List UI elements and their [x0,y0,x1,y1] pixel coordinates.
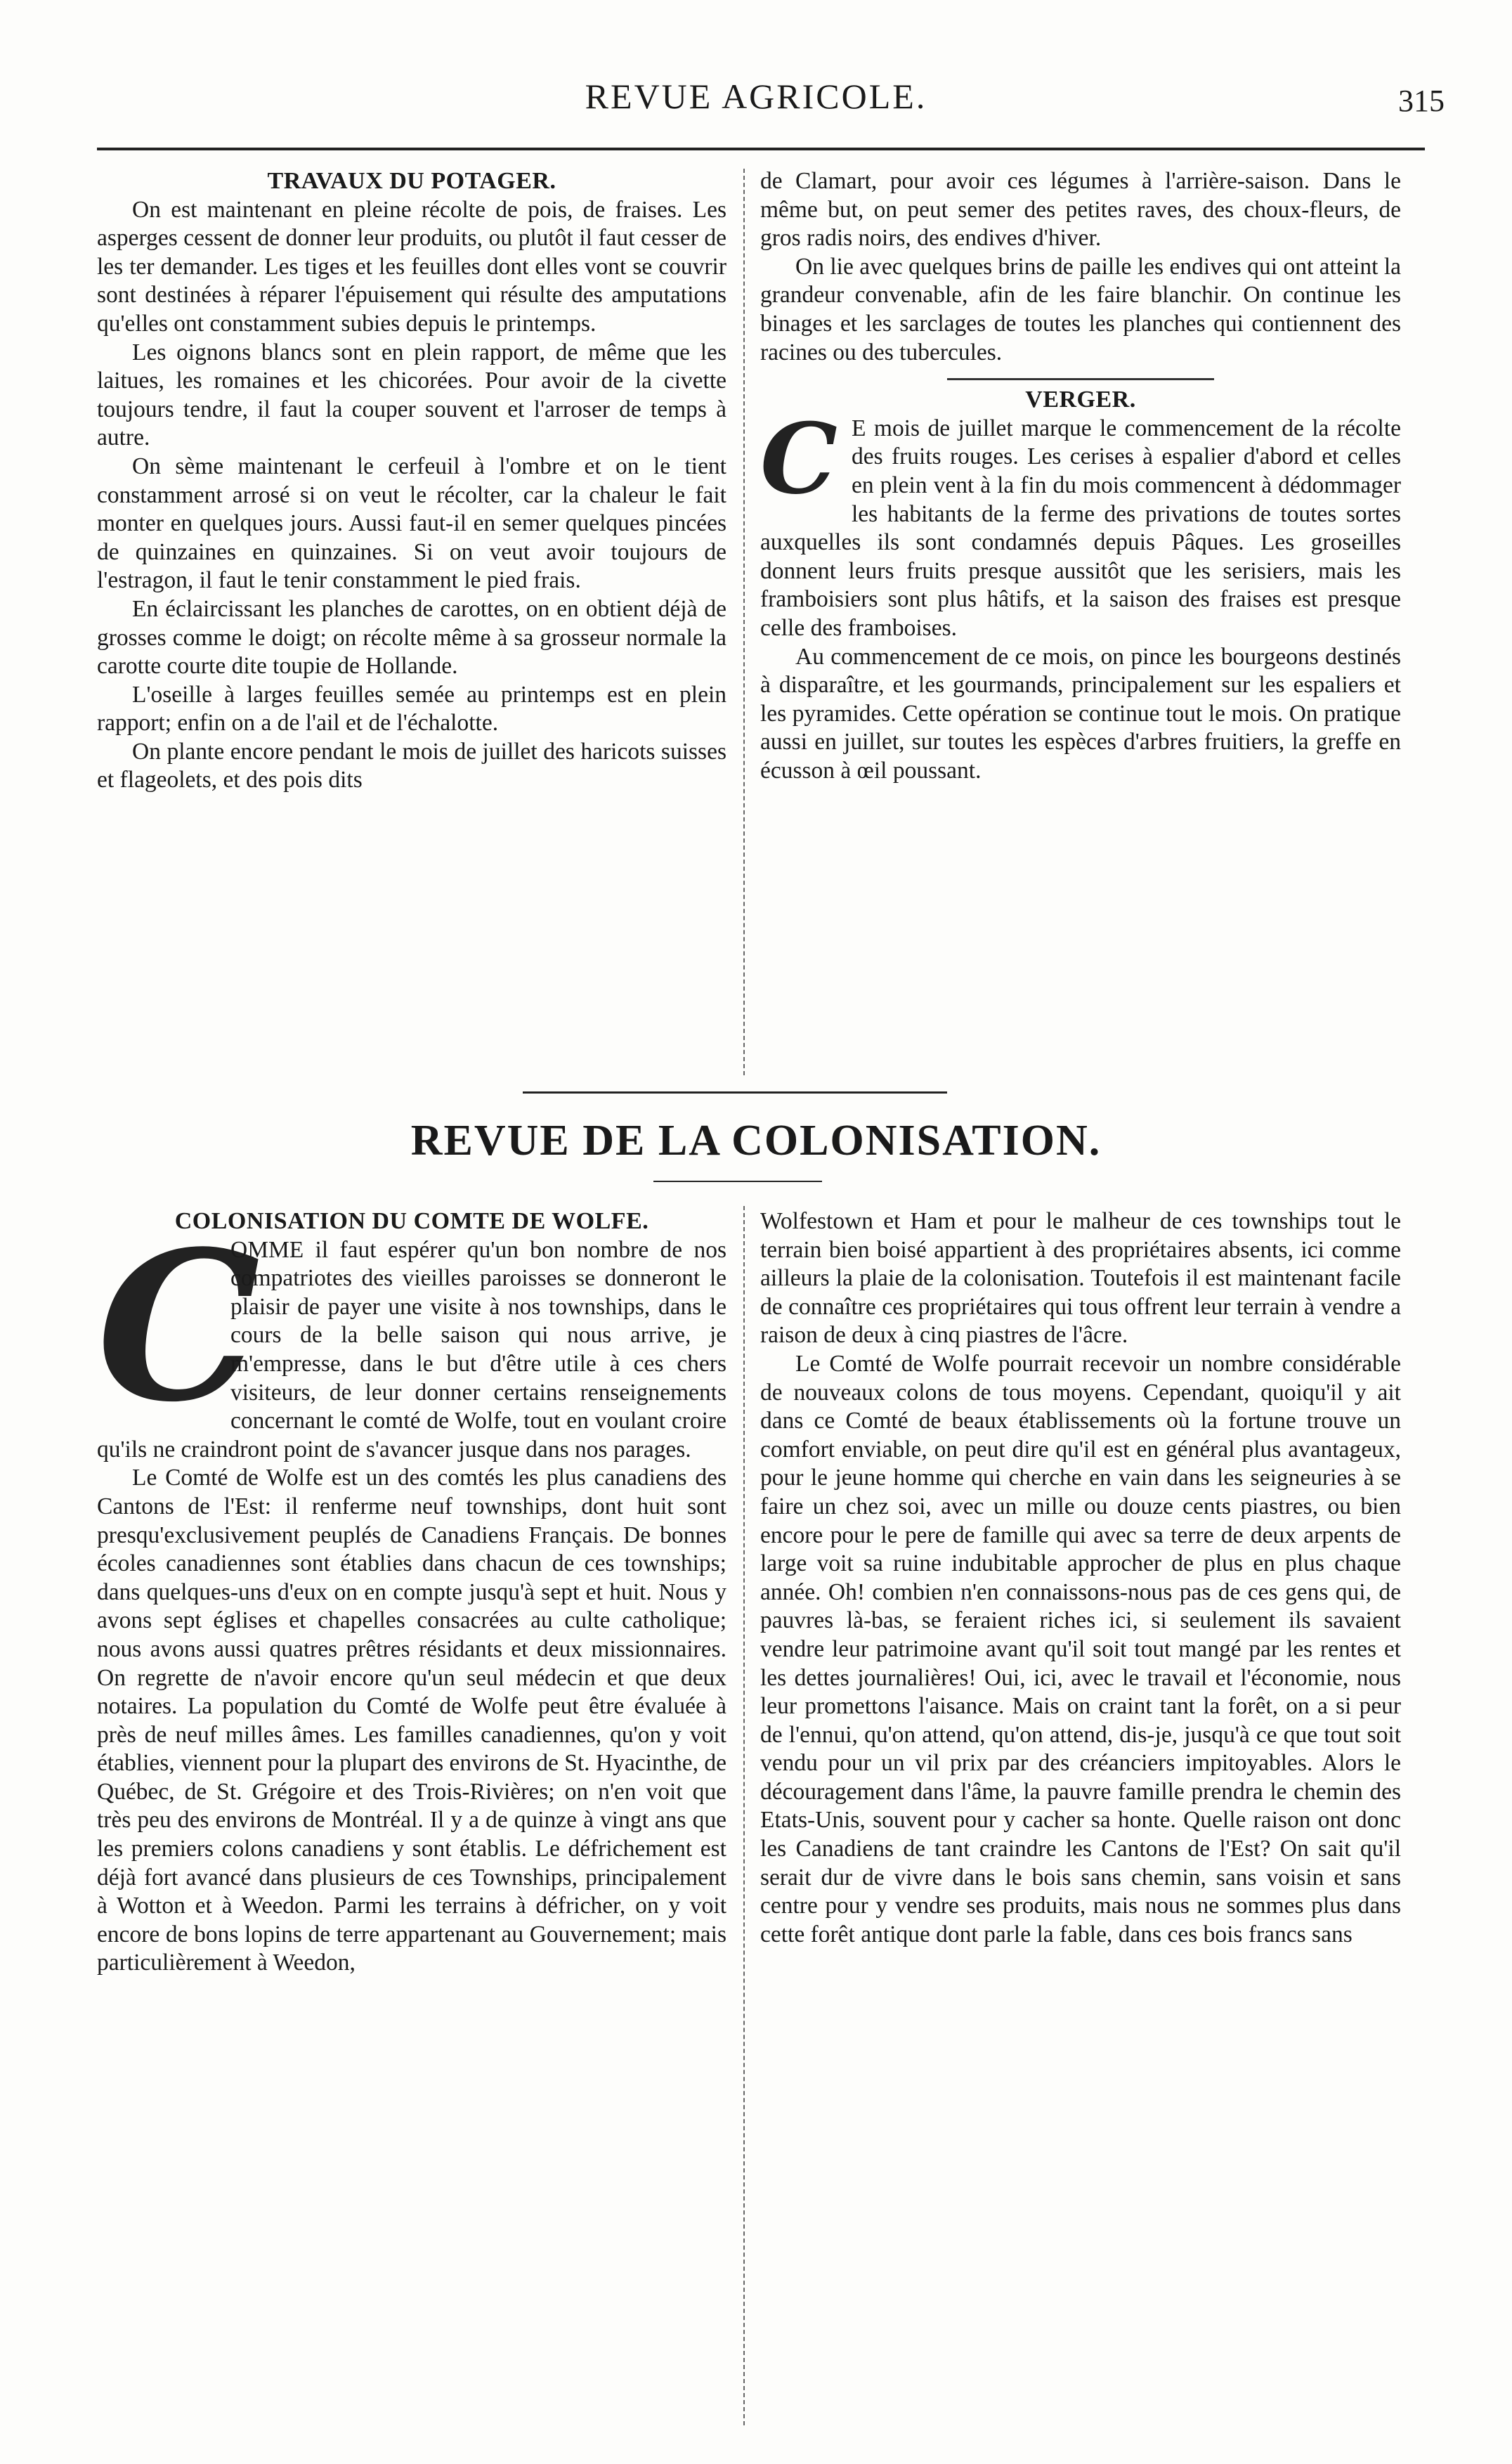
header-rule [97,148,1425,150]
potager-column [97,167,726,795]
colonisation-column [97,1207,726,1978]
running-title: REVUE AGRICOLE. [585,77,927,116]
colonisation-paragraph: OMME il faut espérer qu'un bon nombre de nos compatriotes des vieilles paroisses se donneront le plaisir de payer une visite à nos townships, dans le cours de la belle saison qui nous arrive, je m'empresse, dans le but d'être utile à ces chers visiteurs, de leur donner certains renseignements concernant le comté de Wolfe, tout en voulant croire qu'ils ne craindront point de s'avancer jusque dans nos parages. [97,1236,726,1463]
colonisation-continuation-paragraph: Wolfestown et Ham et pour le malheur de ces townships tout le terrain bien boisé appartient à des propriétaires absents, ici comme ailleurs la plaie de la colonisation. Toutefois il est maintenant facile de connaître ces propriétaires qui tous offrent leur terrain à vendre a raison de deux à cinq piastres de l'âcre. [760,1208,1401,1349]
colonisation-dropcap: C [97,1205,261,1447]
potager-continuation-paragraph: de Clamart, pour avoir ces légumes à l'arrière-saison. Dans le même but, on peut semer des petites raves, des choux-fleurs, de gros radis noirs, des endives d'hiver. [760,168,1401,252]
verger-paragraph: E mois de juillet marque le commencement de la récolte des fruits rouges. Les cerises à espalier d'abord et celles en plein vent à la fin du mois commencent à dédommager les habitants de la ferme des privations de toutes sortes auxquelles ils sont condamnés depuis Pâques. Les groseilles donnent leurs fruits presque aussitôt que les serisiers, mais les framboisiers sont plus hâtifs, et la saison des fraises est presque celle des framboises. [760,415,1401,641]
potager-paragraph: On plante encore pendant le mois de juillet des haricots suisses et flageolets, et des pois dits [97,738,726,793]
potager-paragraph: Les oignons blancs sont en plein rapport, de même que les laitues, les romaines et les chicorées. Pour avoir de la civette toujours tendre, il faut la couper souvent et l'arroser de temps à autre. [97,339,726,451]
section-top-rule [523,1091,947,1094]
section-title: REVUE DE LA COLONISATION. [410,1117,1102,1165]
verger-heading: VERGER. [1025,387,1136,413]
column-divider [743,1206,745,2425]
colonisation-continuation-column [760,1207,1401,1949]
running-header [0,76,1512,125]
potager-paragraph: En éclaircissant les planches de carottes, on en obtient déjà de grosses comme le doigt; on récolte même à sa grosseur normale la carotte courte dite toupie de Hollande. [97,595,726,680]
verger-dropcap: C [760,401,838,516]
column-divider [743,169,745,1075]
potager-heading: TRAVAUX DU POTAGER. [267,168,556,194]
verger-column [760,167,1401,785]
colonisation-paragraph: Le Comté de Wolfe est un des comtés les plus canadiens des Cantons de l'Est: il renferme neuf townships, dont huit sont presqu'exclusivement peuplés de Canadiens Français. De bonnes écoles canadiennes sont établies dans chacun de ces townships; dans quelques-uns d'eux on en compte jusqu'à sept et huit. Nous y avons sept églises et chapelles consacrées au culte catholique; nous avons aussi quatres prêtres résidants et deux missionnaires. On regrette de n'avoir encore qu'un seul médecin et que deux notaires. La population du Comté de Wolfe peut être évaluée à près de neuf milles âmes. Les familles canadiennes, qu'on y voit établies, viennent pour la plupart des environs de St. Hyacinthe, de Québec, de St. Grégoire et des Trois-Rivières; on n'en voit que très peu des environs de Montréal. Il y a de quinze à vingt ans que les premiers colons canadiens y sont établis. Le défrichement est déjà fort avancé dans plusieurs de ces Townships, principalement à Wotton et à Weedon. Parmi les terrains à défricher, on y voit encore de bons lopins de terre appartenant au Gouvernement; mais particulièrement à Weedon, [97,1465,726,1976]
potager-paragraph: L'oseille à larges feuilles semée au printemps est en plein rapport; enfin on a de l'ail et de l'échalotte. [97,681,726,737]
colonisation-continuation-paragraph: Le Comté de Wolfe pourrait recevoir un nombre considérable de nouveaux colons de tous moyens. Cependant, quoiqu'il y ait dans ce Comté de beaux établissements où la fortune trouve un comfort enviable, on peut dire qu'il est en général plus avantageux, pour le jeune homme qui cherche en vain dans les seigneuries à se faire un chez soi, avec un mille ou douze cents piastres, ou bien encore pour le pere de famille qui avec sa terre de deux arpents de large voit sa ruine indubitable approcher de plus en plus chaque année. Oh! combien n'en connaissons-nous pas de ces gens qui, de pauvres là-bas, se feraient riches ici, si seulement ils savaient vendre leur patrimoine avant qu'il soit tout mangé par les rentes et les dettes journalières! Oui, ici, avec le travail et l'économie, nous leur promettons l'aisance. Mais on craint tant la forêt, on a si peur de l'ennui, qu'on attend, qu'on attend, dis-je, jusqu'à ce que tout soit vendu pour un vil prix par des créanciers impitoyables. Alors le découragement dans l'âme, la pauvre famille prendra le chemin des Etats-Unis, souvent pour y cacher sa honte. Quelle raison ont donc les Canadiens de tant craindre les Cantons de l'Est? On sait qu'il serait dur de vivre dans le bois sans chemin, sans voisin et sans centre pour y vendre ses produits, mais nous ne sommes plus dans cette forêt antique dont parle la fable, dans ces bois francs sans [760,1350,1401,1947]
verger-paragraph: Au commencement de ce mois, on pince les bourgeons destinés à disparaître, et les gourmands, principalement sur les espaliers et les pyramides. Cette opération se continue tout le mois. On pratique aussi en juillet, sur toutes les espèces d'arbres fruitiers, la greffe en écusson à œil poussant. [760,643,1401,784]
colonisation-heading: COLONISATION DU COMTE DE WOLFE. [174,1208,649,1234]
potager-paragraph: On sème maintenant le cerfeuil à l'ombre et on le tient constamment arrosé si on veut le récolter, car la chaleur le fait monter en quelques jours. Aussi faut-il en semer quelques pincées de quinzaines en quinzaines. Si on veut avoir toujours de l'estragon, il faut le tenir constamment le pied frais. [97,453,726,594]
short-rule [947,378,1214,380]
page-number: 315 [1398,84,1445,118]
section-bottom-rule [653,1181,822,1182]
potager-paragraph: On est maintenant en pleine récolte de pois, de fraises. Les asperges cessent de donner leur produits, ou plutôt il faut cesser de les ter demander. Les tiges et les feuilles dont elles vont se couvrir sont destinées à réparer l'épuisement qui résulte des amputations qu'elles ont constamment subies depuis le printemps. [97,196,726,337]
potager-continuation-paragraph: On lie avec quelques brins de paille les endives qui ont atteint la grandeur convenable, afin de les faire blanchir. On continue les binages et les sarclages de toutes les planches qui contiennent des racines ou des tubercules. [760,253,1401,365]
